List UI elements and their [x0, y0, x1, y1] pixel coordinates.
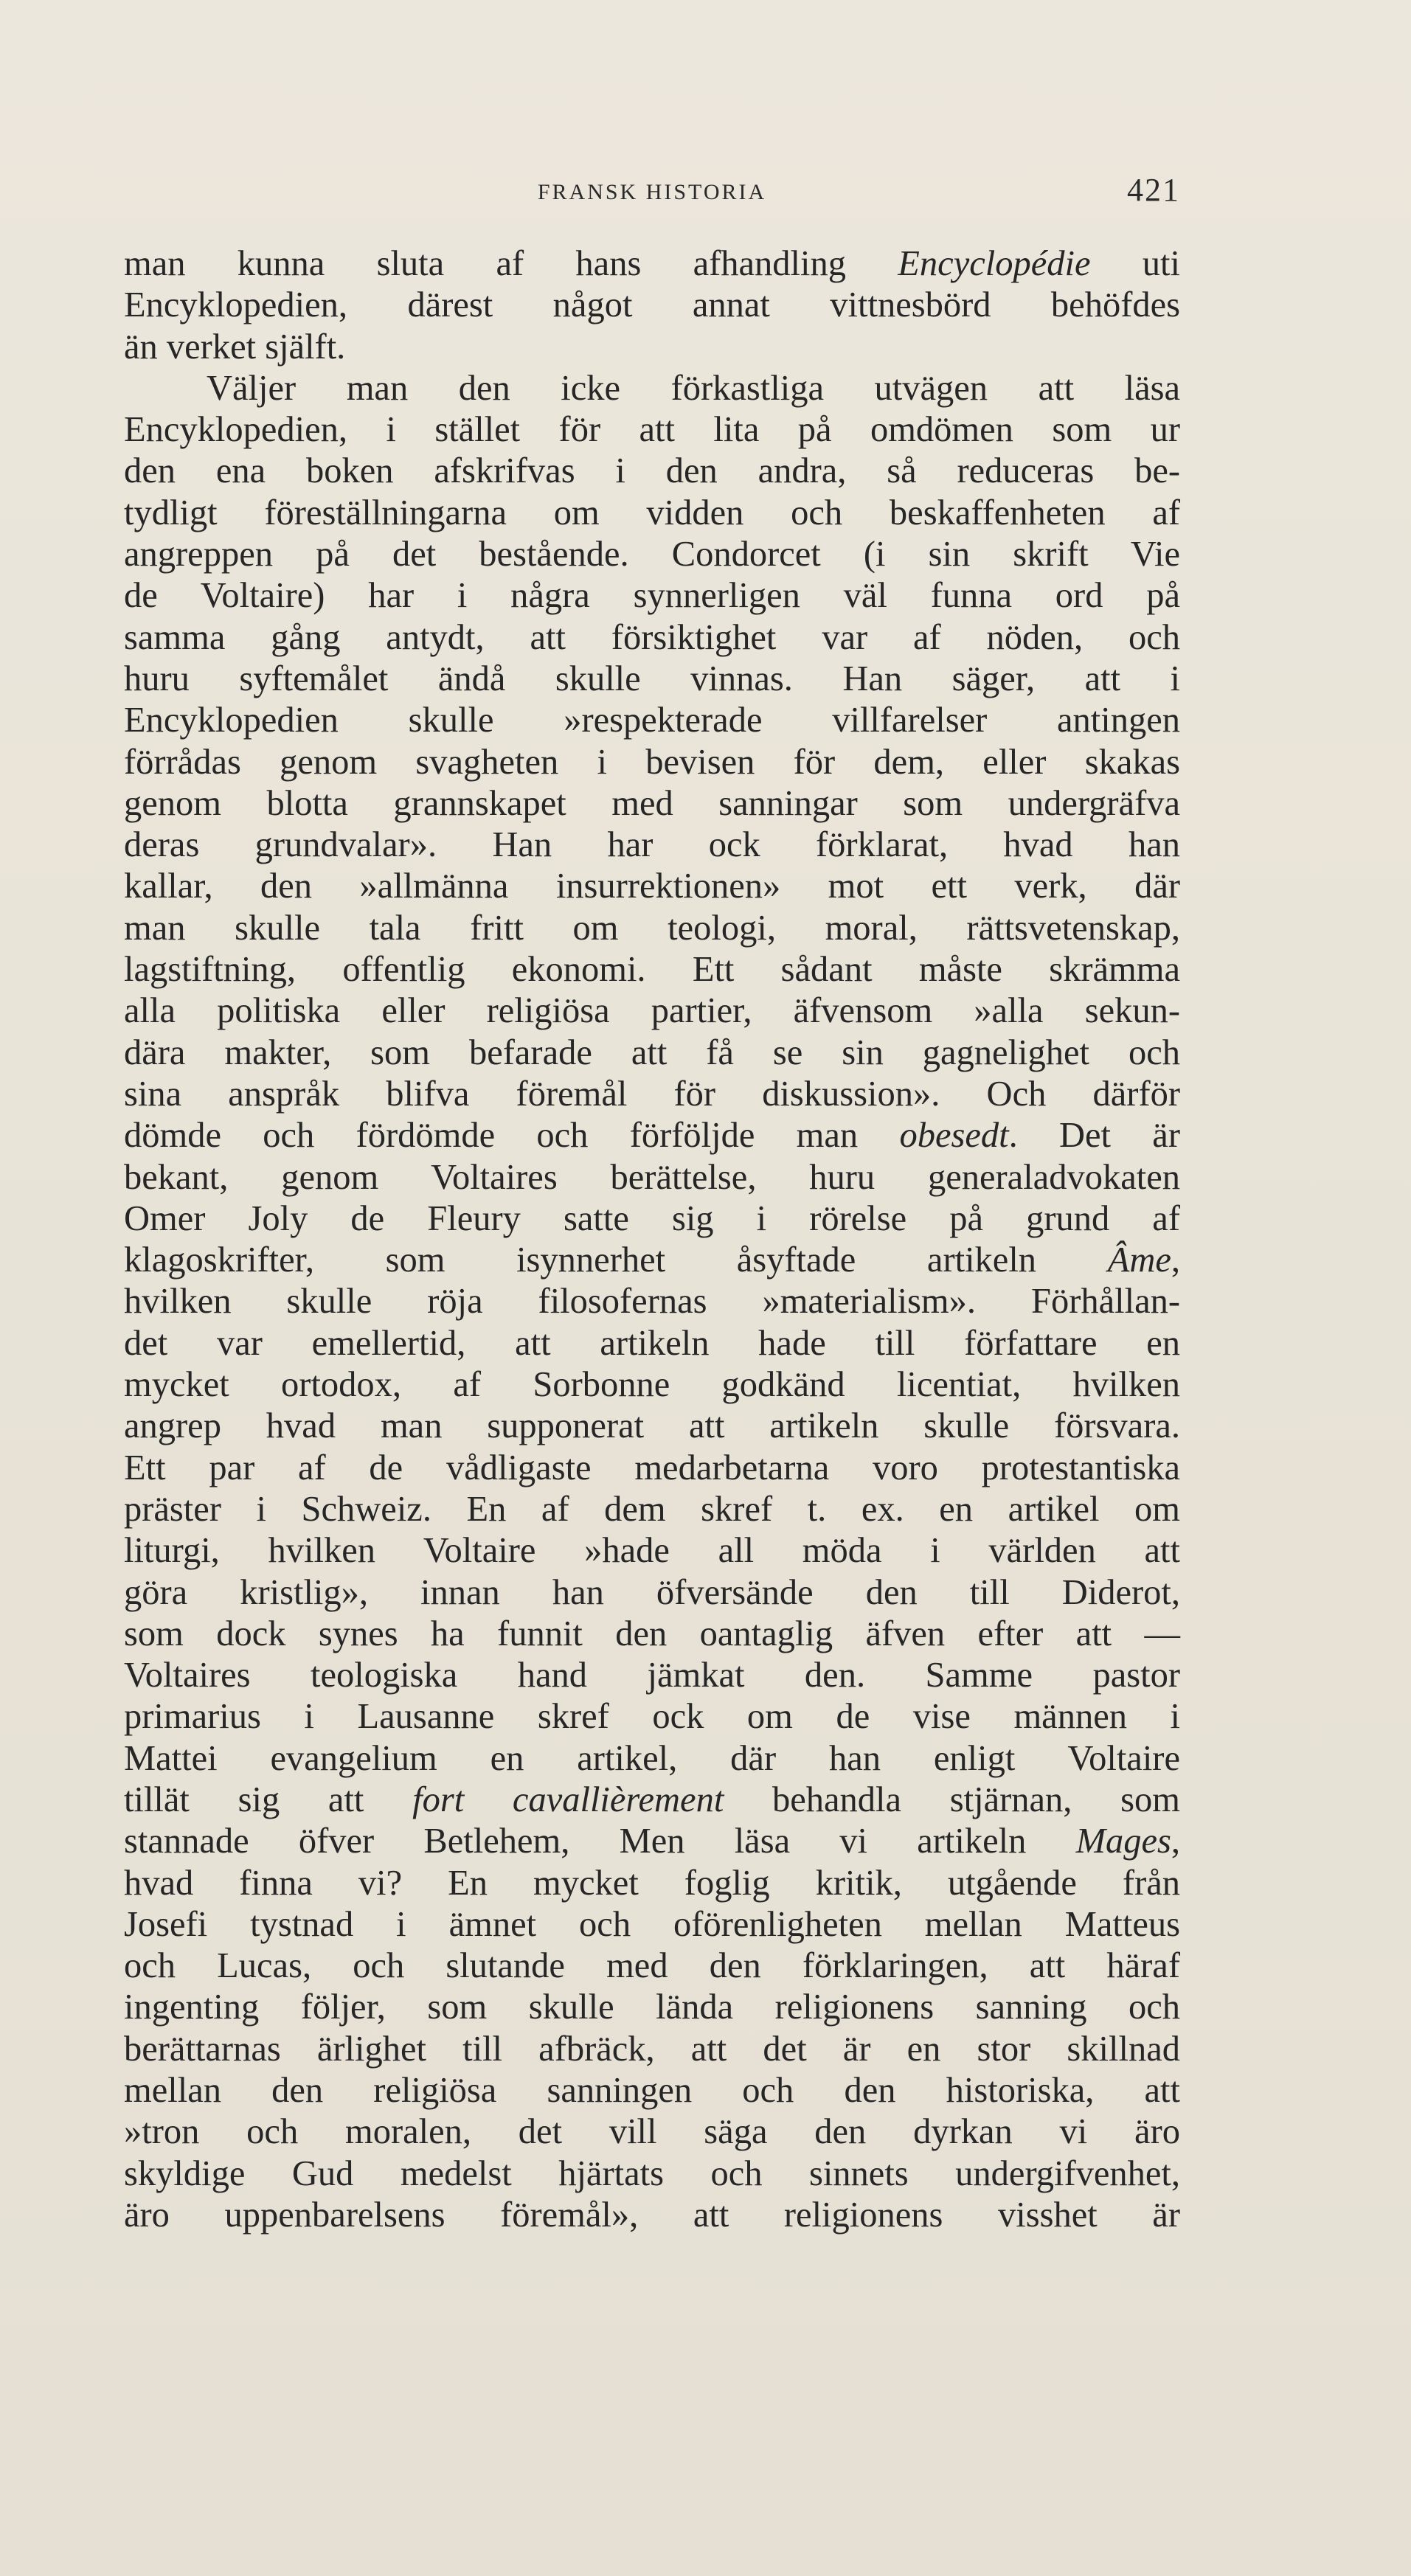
body-text — [124, 243, 1180, 2236]
text-line: deras grundvalar». Han har ock förklarat, hvad han — [124, 825, 1180, 865]
text-line: klagoskrifter, som isynnerhet åsyftade artikeln Âme, — [124, 1240, 1180, 1280]
text-line: Väljer man den icke förkastliga utvägen att läsa — [207, 368, 1180, 408]
text-line: Encyklopedien, i stället för att lita på omdömen som ur — [124, 410, 1180, 450]
text-line: som dock synes ha funnit den oantaglig äfven efter att — — [124, 1614, 1180, 1653]
text-line: man kunna sluta af hans afhandling Encyclopédie uti — [124, 244, 1180, 283]
text-line: liturgi, hvilken Voltaire »hade all möda i världen att — [124, 1531, 1180, 1571]
text-line: sina anspråk blifva föremål för diskussion». Och därför — [124, 1074, 1180, 1114]
text-line: dära makter, som befarade att få se sin gagnelighet och — [124, 1032, 1180, 1072]
text-line: den ena boken afskrifvas i den andra, så reduceras be- — [124, 451, 1180, 491]
text-line: mellan den religiösa sanningen och den historiska, att — [124, 2071, 1180, 2111]
text-line: förrådas genom svagheten i bevisen för dem, eller skakas — [124, 742, 1180, 782]
text-line: huru syftemålet ändå skulle vinnas. Han säger, att i — [124, 659, 1180, 698]
text-line: samma gång antydt, att försiktighet var af nöden, och — [124, 617, 1180, 657]
text-line: ingenting följer, som skulle lända religionens sanning och — [124, 1987, 1180, 2027]
page-number: 421 — [1127, 172, 1180, 208]
text-line: dömde och fördömde och förföljde man obesedt. Det är — [124, 1116, 1180, 1156]
text-line: äro uppenbarelsens föremål», att religionens visshet är — [124, 2195, 1180, 2235]
italic-term: Mages — [1075, 1822, 1171, 1861]
text-line: Voltaires teologiska hand jämkat den. Samme pastor — [124, 1656, 1180, 1695]
text-line: lagstiftning, offentlig ekonomi. Ett sådant måste skrämma — [124, 950, 1180, 990]
text-line: de Voltaire) har i några synnerligen väl funna ord på — [124, 576, 1180, 616]
text-line: angreppen på det bestående. Condorcet (i sin skrift Vie — [124, 535, 1180, 574]
text-line: hvilken skulle röja filosofernas »materialism». Förhållan- — [124, 1282, 1180, 1322]
text-line: angrep hvad man supponerat att artikeln skulle försvara. — [124, 1406, 1180, 1446]
text-line: skyldige Gud medelst hjärtats och sinnets undergifvenhet, — [124, 2153, 1180, 2193]
text-line: tydligt föreställningarna om vidden och beskaffenheten af — [124, 493, 1180, 532]
text-line: primarius i Lausanne skref ock om de vise männen i — [124, 1697, 1180, 1737]
text-line: tillät sig att fort cavallièrement behandla stjärnan, som — [124, 1780, 1180, 1819]
text-line: Mattei evangelium en artikel, där han enligt Voltaire — [124, 1738, 1180, 1778]
text-line: Omer Joly de Fleury satte sig i rörelse på grund af — [124, 1198, 1180, 1238]
text-line: man skulle tala fritt om teologi, moral, rättsvetenskap, — [124, 908, 1180, 948]
text-line: Ett par af de vådligaste medarbetarna voro protestantiska — [124, 1448, 1180, 1487]
text-line: Josefi tystnad i ämnet och oförenligheten mellan Matteus — [124, 1904, 1180, 1944]
text-line: stannade öfver Betlehem, Men läsa vi artikeln Mages, — [124, 1822, 1180, 1861]
text-line: Encyklopedien, därest något annat vittnesbörd behöfdes — [124, 285, 1180, 325]
text-line: kallar, den »allmänna insurrektionen» mot ett verk, där — [124, 867, 1180, 906]
text-line: bekant, genom Voltaires berättelse, huru generaladvokaten — [124, 1157, 1180, 1197]
running-head: FRANSK HISTORIA — [537, 180, 767, 204]
text-line: präster i Schweiz. En af dem skref t. ex. en artikel om — [124, 1489, 1180, 1529]
text-line: »tron och moralen, det vill säga den dyrkan vi äro — [124, 2112, 1180, 2152]
italic-term: Âme — [1107, 1240, 1171, 1280]
text-line: alla politiska eller religiösa partier, äfvensom »alla sekun- — [124, 991, 1180, 1031]
italic-term: Encyclopédie — [898, 244, 1091, 283]
italic-term: obesedt — [899, 1116, 1009, 1156]
italic-term: fort cavallièrement — [412, 1780, 724, 1819]
text-line: än verket själft. — [124, 327, 346, 367]
text-line: berättarnas ärlighet till afbräck, att det är en stor skillnad — [124, 2029, 1180, 2069]
text-line: mycket ortodox, af Sorbonne godkänd licentiat, hvilken — [124, 1365, 1180, 1405]
page-header — [124, 171, 1180, 215]
text-line: göra kristlig», innan han öfversände den till Diderot, — [124, 1572, 1180, 1612]
text-line: genom blotta grannskapet med sanningar som undergräfva — [124, 783, 1180, 823]
text-line: det var emellertid, att artikeln hade till författare en — [124, 1323, 1180, 1363]
text-line: hvad finna vi? En mycket foglig kritik, utgående från — [124, 1863, 1180, 1903]
text-line: Encyklopedien skulle »respekterade villfarelser antingen — [124, 701, 1180, 740]
text-line: och Lucas, och slutande med den förklaringen, att häraf — [124, 1946, 1180, 1986]
